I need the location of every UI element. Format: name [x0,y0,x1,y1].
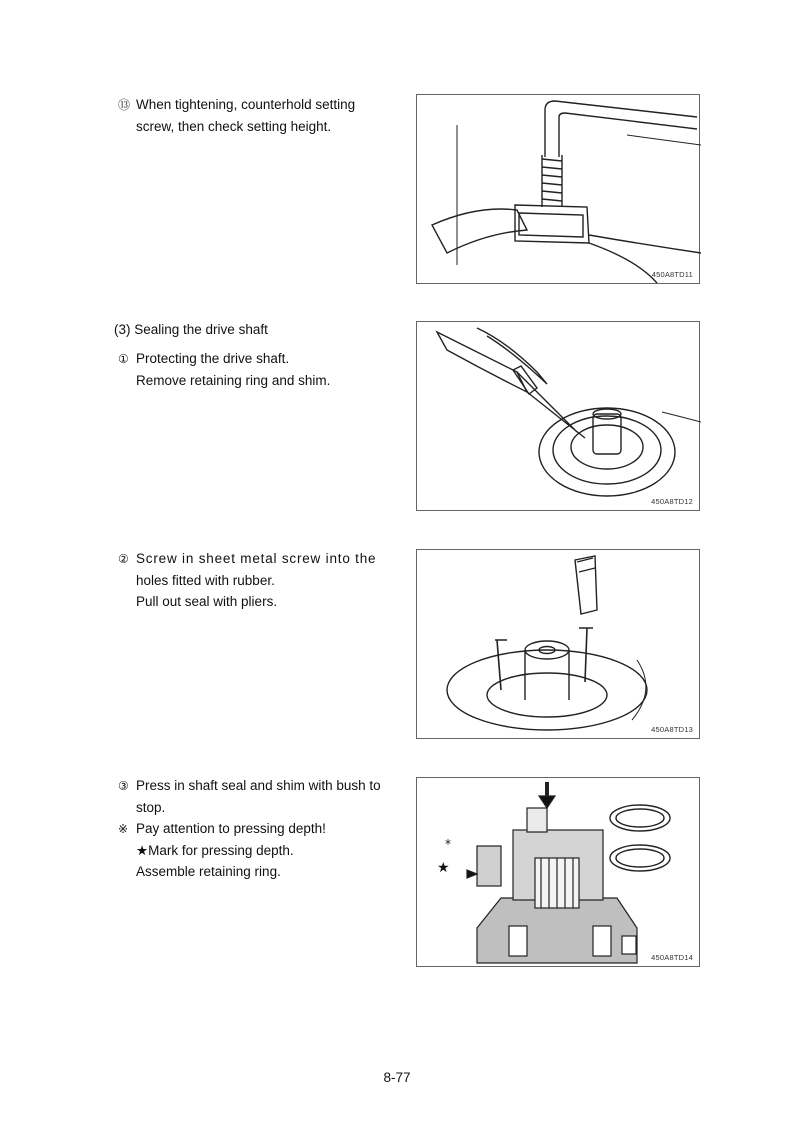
figure-450a8td14 [416,777,700,967]
figure-asterisk-label: * [445,837,451,851]
step-2-marker: ② [118,552,130,566]
step-3-line-3: Assemble retaining ring. [136,864,281,879]
figure-450a8td13 [416,549,700,739]
sheet-metal-screw-illustration [417,550,701,740]
figure-star-label: ★ [437,860,450,876]
figure-code: 450A8TD12 [651,497,693,506]
shaft-seal-press-illustration [417,778,701,968]
step-2-line-2: holes fitted with rubber. [136,573,275,588]
section-heading: (3) Sealing the drive shaft [114,322,268,337]
step-1-text [118,348,388,391]
figure-code: 450A8TD14 [651,953,693,962]
step-13-line-1: ⑬ When tightening, counterhold setting [118,94,388,116]
step-3-note: ※ Pay attention to pressing depth! [118,818,388,840]
step-13-text [118,94,388,137]
step-2-line-1: ② Screw in sheet metal screw into the [118,548,388,570]
step-13-marker: ⑬ [118,98,131,112]
step-1-marker: ① [118,352,129,366]
step-3-star-note: ★Mark for pressing depth. [136,843,294,858]
hex-key-wrench-illustration [417,95,701,285]
figure-450a8td12 [416,321,700,511]
step-3-text [118,775,388,882]
figure-450a8td11 [416,94,700,284]
step-3-line-2: stop. [136,800,166,815]
page-number: 8-77 [383,1070,411,1085]
figure-code: 450A8TD13 [651,725,693,734]
step-1-line-2: Remove retaining ring and shim. [136,373,331,388]
star-marker: ★ [136,843,149,858]
step-3-marker: ③ [118,779,129,793]
step-2-text [118,548,388,612]
retaining-ring-pliers-illustration [417,322,701,512]
step-13-line-2: screw, then check setting height. [136,119,332,134]
step-2-line-3: Pull out seal with pliers. [136,594,278,609]
step-3-line-1: ③ Press in shaft seal and shim with bush to [118,775,388,797]
note-marker: ※ [118,822,129,836]
figure-code: 450A8TD11 [651,270,693,279]
step-1-line-1: ① Protecting the drive shaft. [118,348,388,370]
